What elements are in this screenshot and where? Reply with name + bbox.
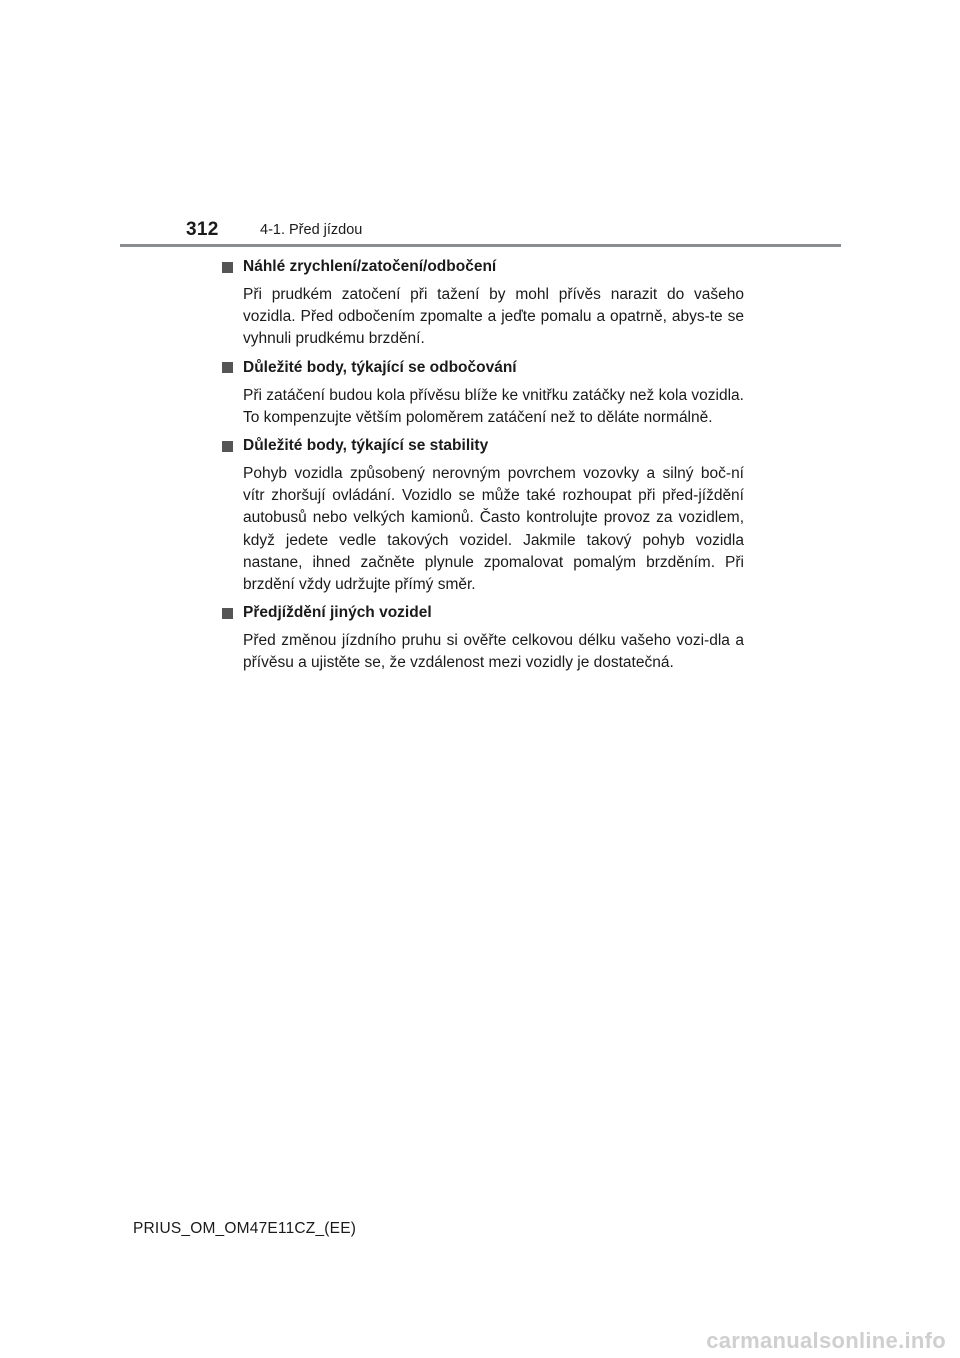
section-body: Pohyb vozidla způsobený nerovným povrchem vozovky a silný boč-ní vítr zhoršují ovládání. Vozidlo se může také rozhoupat při před-jíždění autobusů nebo velkých kamionů. Často kontrolujte provoz za vozidlem, když jedete vedle takových vozidel. Jakmile takový pohyb vozidla nastane, ihned začněte plynule zpomalovat pomalým brzděním. Při brzdění vždy udržujte přímý směr. [243,465,744,594]
section-title: 4-1. Před jízdou [260,222,363,238]
section-sudden-maneuvers [222,256,744,351]
main-content [222,256,744,681]
square-bullet-icon [222,262,233,273]
section-body: Při zatáčení budou kola přívěsu blíže ke vnitřku zatáčky než kola vozidla. To kompenzujte větším poloměrem zatáčení než to děláte normálně. [243,386,744,426]
section-heading-text: Předjíždění jiných vozidel [243,604,432,622]
header-divider [120,244,841,247]
section-overtaking [222,602,744,674]
section-heading-text: Náhlé zrychlení/zatočení/odbočení [243,258,497,275]
section-body: Před změnou jízdního pruhu si ověřte celkovou délku vašeho vozi-dla a přívěsu a ujistěte se, že vzdálenost mezi vozidly je dostatečná. [243,632,744,672]
section-heading-text: Důležité body, týkající se odbočování [243,358,517,376]
section-heading [222,435,744,457]
page-header [0,0,960,250]
section-stability [222,435,744,596]
section-body: Při prudkém zatočení při tažení by mohl přívěs narazit do vašeho vozidla. Před odbočením zpomalte a jeďte pomalu a opatrně, abys-te se vyhnuli prudkému brzdění. [243,286,744,348]
section-heading [222,602,744,624]
page-number: 312 [186,219,219,240]
square-bullet-icon [222,362,233,373]
watermark-text: carmanualsonline.info [706,1328,946,1353]
document-code: PRIUS_OM_OM47E11CZ_(EE) [133,1220,357,1237]
section-heading-text: Důležité body, týkající se stability [243,437,489,455]
square-bullet-icon [222,608,233,619]
section-heading [222,256,744,278]
section-heading [222,357,744,379]
section-turning [222,357,744,429]
square-bullet-icon [222,441,233,452]
